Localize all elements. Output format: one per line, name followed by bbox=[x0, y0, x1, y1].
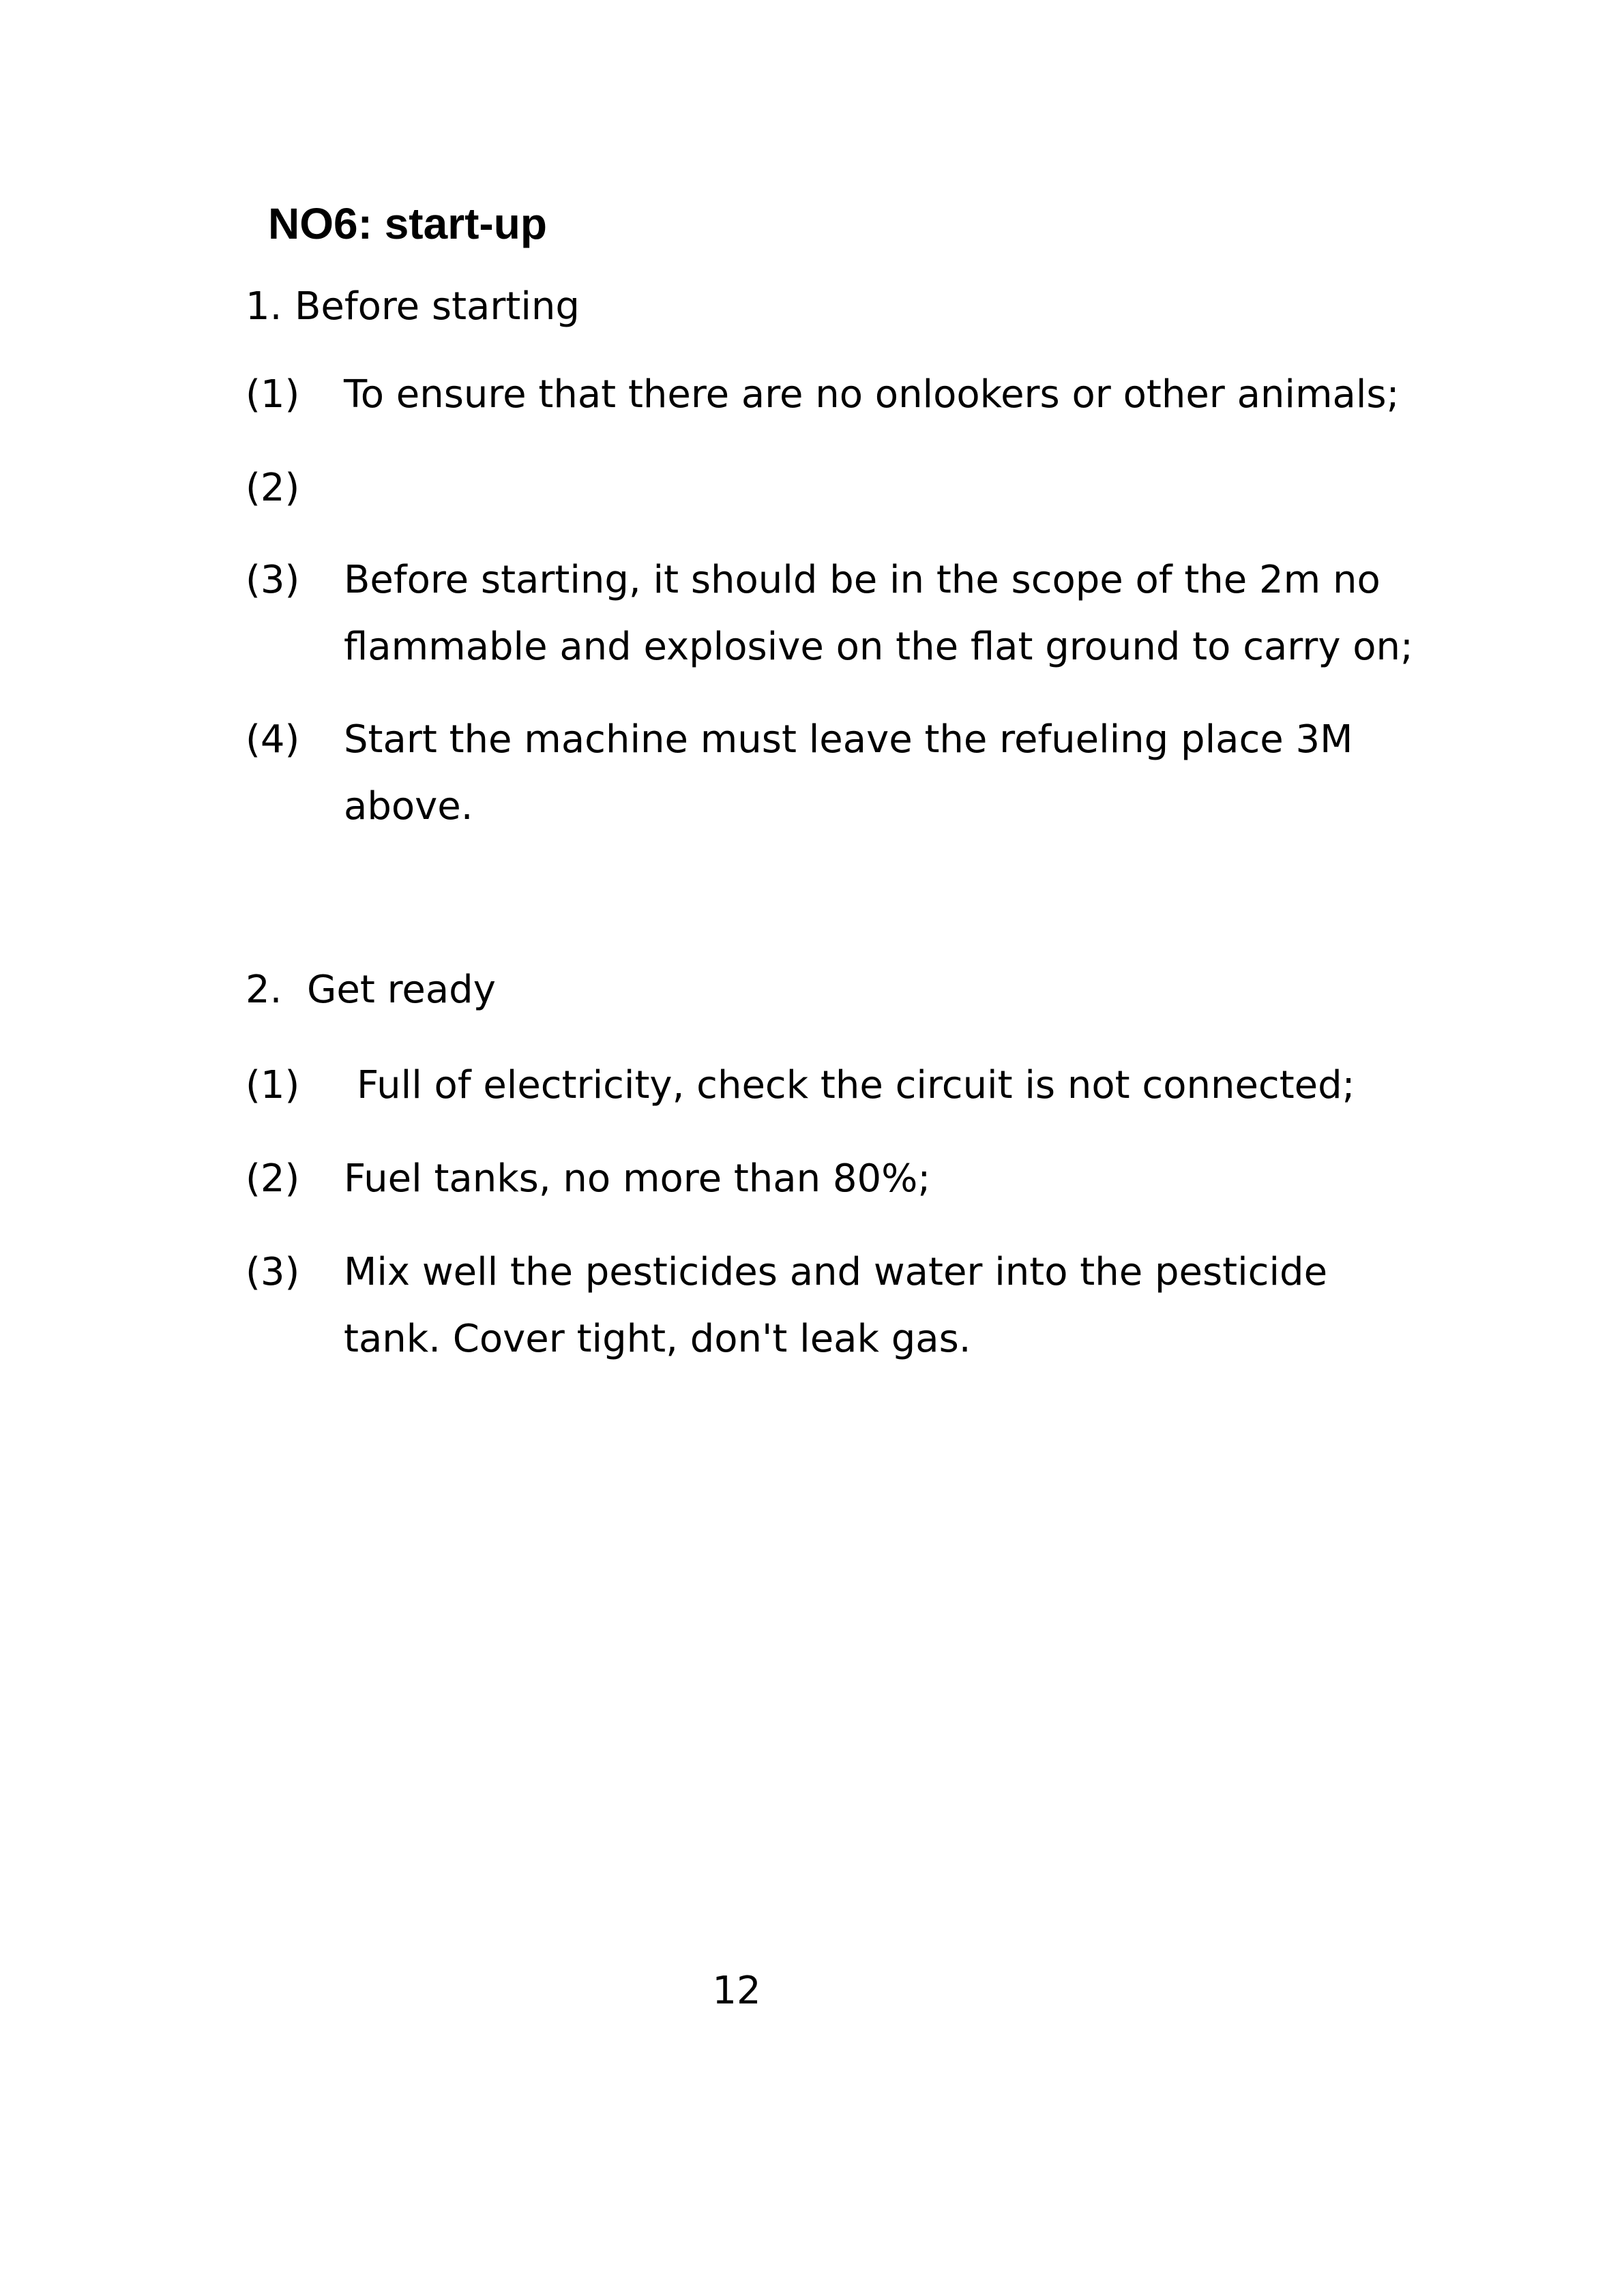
item-text: Before starting, it should be in the scope of the 2m no flammable and explosive on the flat ground to carry on; bbox=[344, 558, 1413, 669]
item-text: Fuel tanks, no more than 80%; bbox=[344, 1157, 931, 1201]
item-number: (1) bbox=[246, 372, 300, 417]
section-title: Before starting bbox=[295, 284, 580, 329]
item-number: (2) bbox=[246, 466, 300, 510]
item-text: Full of electricity, check the circuit is not connected; bbox=[357, 1063, 1355, 1107]
section-number: 1. bbox=[246, 284, 282, 329]
section-number: 2. bbox=[246, 968, 282, 1012]
list-item bbox=[246, 1052, 1432, 1119]
item-number: (2) bbox=[246, 1157, 300, 1201]
item-text: Mix well the pesticides and water into the pesticide tank. Cover tight, don't leak gas. bbox=[344, 1250, 1328, 1361]
item-number: (3) bbox=[246, 558, 300, 602]
section-title: Get ready bbox=[307, 968, 496, 1012]
item-number: (3) bbox=[246, 1250, 300, 1294]
item-text: To ensure that there are no onlookers or other animals; bbox=[344, 372, 1400, 417]
list-item bbox=[246, 706, 1432, 840]
list-item bbox=[246, 361, 1432, 428]
item-text: Start the machine must leave the refueling place 3M above. bbox=[344, 717, 1353, 829]
section-heading-get-ready bbox=[246, 963, 496, 1017]
list-item bbox=[246, 1146, 1432, 1212]
list-item bbox=[246, 547, 1432, 681]
page-title: NO6: start-up bbox=[268, 199, 547, 248]
section-heading-before-starting bbox=[246, 280, 580, 334]
item-number: (1) bbox=[246, 1063, 300, 1107]
item-number: (4) bbox=[246, 717, 300, 762]
page-number: 12 bbox=[712, 1969, 761, 2013]
list-item bbox=[246, 1239, 1432, 1373]
